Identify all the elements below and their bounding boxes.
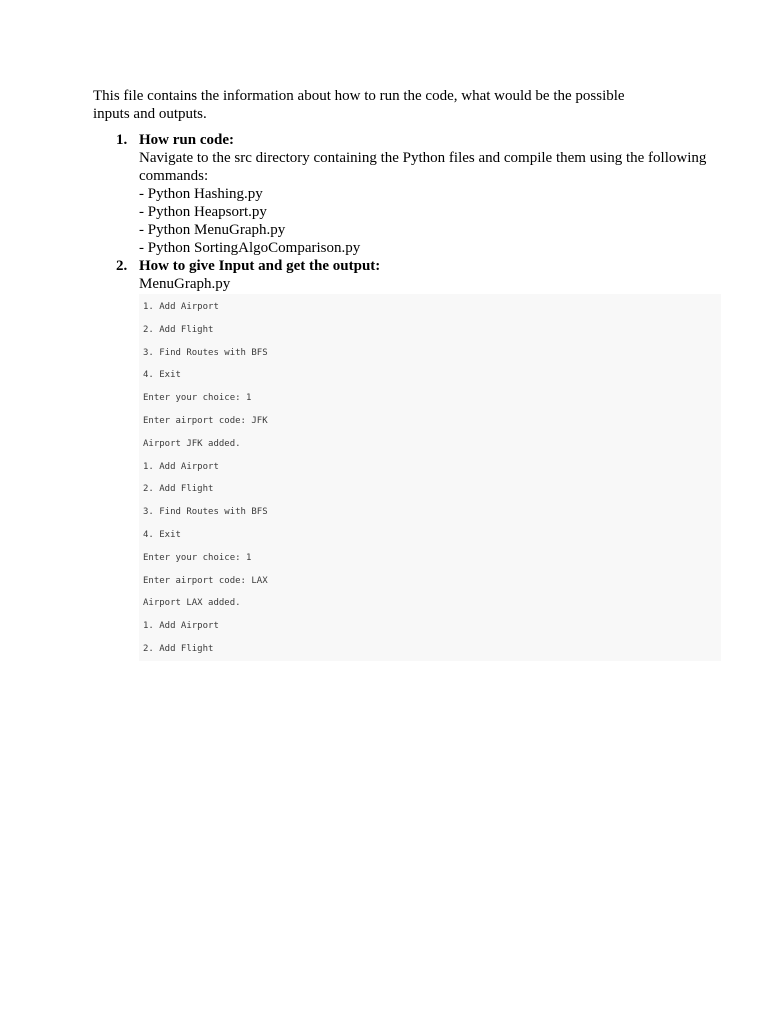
console-line: 1. Add Airport (143, 621, 219, 632)
step-filename: MenuGraph.py (139, 276, 231, 292)
document-page (93, 87, 723, 661)
command-list (139, 185, 723, 257)
step-number: 1. (116, 132, 128, 148)
console-line: Enter airport code: LAX (143, 575, 268, 586)
step-input-output (93, 257, 723, 661)
console-output (139, 294, 721, 661)
step-title: How run code: (139, 132, 234, 148)
step-description: Navigate to the src directory containing the Python files and compile them using the following commands: (139, 150, 707, 184)
step-title: How to give Input and get the output: (139, 258, 381, 274)
console-line: 4. Exit (143, 529, 181, 540)
console-line: Enter your choice: 1 (143, 393, 252, 404)
console-line: 1. Add Airport (143, 461, 219, 472)
console-line: 3. Find Routes with BFS (143, 507, 268, 518)
command-item: - Python Hashing.py (139, 186, 263, 202)
console-line: 4. Exit (143, 370, 181, 381)
intro-paragraph: This file contains the information about how to run the code, what would be the possible inputs and outputs. (93, 88, 625, 122)
console-line: Enter your choice: 1 (143, 552, 252, 563)
console-line: 3. Find Routes with BFS (143, 347, 268, 358)
command-item: - Python SortingAlgoComparison.py (139, 240, 361, 256)
steps-list (93, 131, 723, 661)
console-line: 2. Add Flight (143, 324, 214, 335)
console-line: Airport JFK added. (143, 438, 241, 449)
console-line: Enter airport code: JFK (143, 415, 268, 426)
console-line: 2. Add Flight (143, 484, 214, 495)
command-item: - Python Heapsort.py (139, 204, 267, 220)
console-line: 2. Add Flight (143, 643, 214, 654)
console-line: 1. Add Airport (143, 302, 219, 312)
command-item: - Python MenuGraph.py (139, 222, 286, 238)
step-run-code (93, 131, 723, 257)
step-number: 2. (116, 258, 128, 274)
console-line: Airport LAX added. (143, 598, 241, 609)
